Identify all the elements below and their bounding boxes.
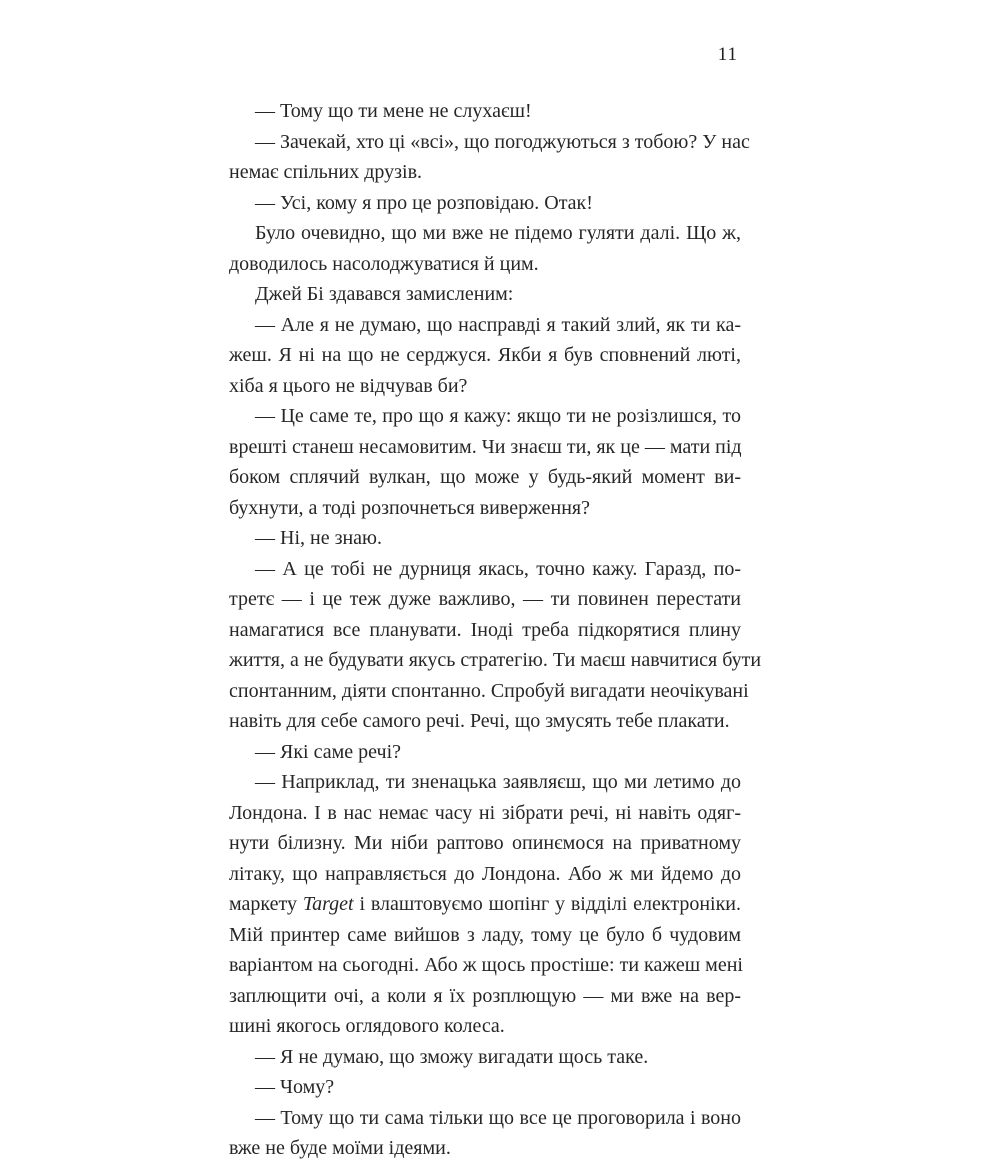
- text-line: Лондона. І в нас немає часу ні зібрати речі, ні навіть одяг-: [229, 801, 741, 824]
- page-body-text: [229, 96, 762, 1164]
- text-line: — Тому що ти сама тільки що все це проговорила і воно: [255, 1106, 741, 1129]
- text-line: — Але я не думаю, що насправді я такий злий, як ти ка-: [255, 313, 741, 336]
- text-line: бухнути, а тоді розпочнеться виверження?: [229, 496, 590, 519]
- text-line: — Наприклад, ти зненацька заявляєш, що ми летимо до: [255, 771, 741, 793]
- text-line: третє — і це теж дуже важливо, — ти повинен перестати: [229, 588, 741, 610]
- text-line: боком сплячий вулкан, що може у будь-який момент ви-: [229, 466, 741, 488]
- text-line: навіть для себе самого речі. Речі, що змусять тебе плакати.: [229, 710, 730, 732]
- text-line: життя, а не будувати якусь стратегію. Ти маєш навчитися бути: [229, 649, 762, 671]
- text-line: хіба я цього не відчував би?: [229, 374, 468, 397]
- text-line: доводилось насолоджуватися й цим.: [229, 252, 539, 275]
- text-line: намагатися все планувати. Іноді треба підкорятися плину: [229, 618, 741, 641]
- text-line: — Усі, кому я про це розповідаю. Отак!: [255, 191, 593, 214]
- text-line: шині якогось оглядового колеса.: [229, 1015, 505, 1037]
- text-line: літаку, що направляється до Лондона. Або ж ми йдемо до: [229, 862, 741, 885]
- text-line: немає спільних друзів.: [229, 161, 423, 183]
- italic-word: Target: [302, 893, 354, 915]
- text-line: — А це тобі не дурниця якась, точно кажу. Гаразд, по-: [255, 557, 741, 580]
- text-line: — Зачекай, хто ці «всі», що погоджуються з тобою? У нас: [255, 130, 750, 153]
- text-line: Джей Бі здавався замисленим:: [255, 283, 514, 305]
- page-number: 11: [717, 44, 738, 65]
- text-line: — Ні, не знаю.: [255, 527, 383, 549]
- text-line: варіантом на сьогодні. Або ж щось простіше: ти кажеш мені: [229, 954, 743, 976]
- text-line: Було очевидно, що ми вже не підемо гуляти далі. Що ж,: [255, 222, 741, 244]
- text-line: жеш. Я ні на що не серджуся. Якби я був сповнений люті,: [229, 344, 741, 366]
- text-line: нути білизну. Ми ніби раптово опинємося на приватному: [229, 832, 741, 854]
- text-line: — Які саме речі?: [255, 740, 402, 763]
- text-line: заплющити очі, а коли я їх розплющую — ми вже на вер-: [229, 984, 741, 1007]
- text-line: — Це саме те, про що я кажу: якщо ти не розізлишся, то: [255, 405, 741, 427]
- text-line: — Я не думаю, що зможу вигадати щось таке.: [255, 1045, 649, 1068]
- text-line: — Чому?: [255, 1076, 335, 1098]
- text-line: Мій принтер саме вийшов з ладу, тому це було б чудовим: [229, 923, 741, 946]
- text-line: врешті станеш несамовитим. Чи знаєш ти, як це — мати під: [229, 435, 742, 458]
- text-line: маркету Target і влаштовуємо шопінг у відділі електроніки.: [229, 893, 742, 915]
- text-line: — Тому що ти мене не слухаєш!: [255, 100, 532, 122]
- text-line: вже не буде моїми ідеями.: [229, 1137, 451, 1159]
- text-line: спонтанним, діяти спонтанно. Спробуй вигадати неочікувані: [229, 679, 749, 702]
